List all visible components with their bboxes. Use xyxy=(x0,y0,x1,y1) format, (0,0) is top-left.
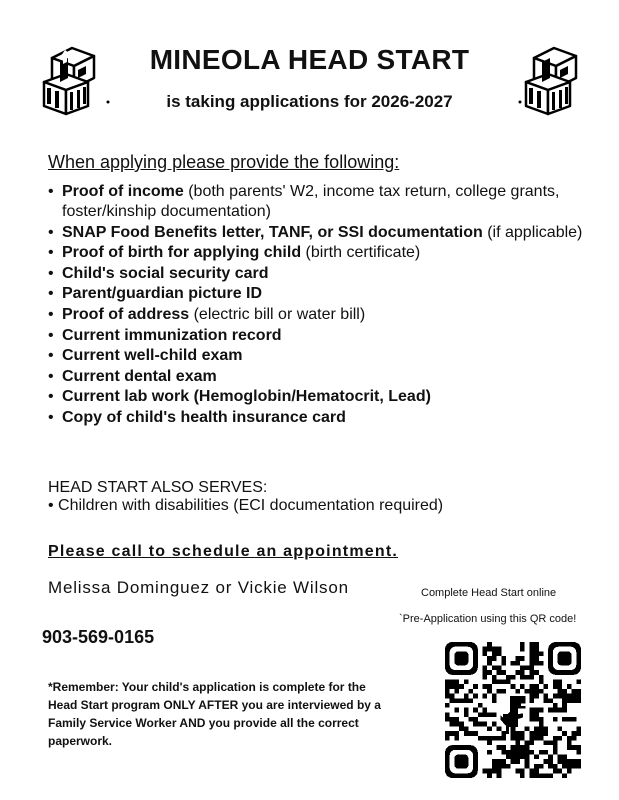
list-item-label: Current immunization record xyxy=(62,326,282,344)
list-item-label: Proof of income xyxy=(62,183,184,200)
also-serves-heading: HEAD START ALSO SERVES: xyxy=(48,479,268,496)
also-serves-item: • Children with disabilities (ECI documentation required) xyxy=(48,497,444,514)
qr-code[interactable] xyxy=(445,642,581,778)
requirements-intro: When applying please provide the following: xyxy=(48,152,400,172)
list-item-detail: (if applicable) xyxy=(482,223,583,241)
list-item-label: Parent/guardian picture ID xyxy=(62,285,263,303)
qr-caption-line1: Complete Head Start online xyxy=(421,587,557,599)
list-item-label: Current dental exam xyxy=(62,367,217,385)
list-item xyxy=(46,367,591,387)
list-item-detail: (electric bill or water bill) xyxy=(189,305,366,323)
call-to-schedule: Please call to schedule an appointment. xyxy=(48,543,398,560)
list-item-label: Proof of address xyxy=(62,305,190,323)
list-item xyxy=(46,387,591,407)
page-subtitle: is taking applications for 2026-2027 xyxy=(166,92,453,111)
contact-names: Melissa Dominguez or Vickie Wilson xyxy=(48,578,349,597)
list-item xyxy=(46,305,591,325)
list-item-label: Child's social security card xyxy=(62,264,269,282)
list-item xyxy=(46,264,591,284)
requirements-list xyxy=(46,182,591,429)
list-item xyxy=(46,346,591,366)
list-item xyxy=(46,223,591,243)
remember-note: *Remember: Your child's application is complete for the Head Start program ONLY AFTER you are interviewed by a Family Service Worker AND you provide all the correct paperwork. xyxy=(48,680,381,748)
list-item-label: Copy of child's health insurance card xyxy=(62,408,346,426)
qr-caption-line2: `Pre-Application using this QR code! xyxy=(399,613,577,625)
list-item-label: Current well-child exam xyxy=(62,347,243,365)
list-item xyxy=(46,243,591,263)
list-item-label: Current lab work (Hemoglobin/Hematocrit, Lead) xyxy=(62,388,431,406)
phone-number[interactable]: 903-569-0165 xyxy=(42,627,155,647)
page-title: MINEOLA HEAD START xyxy=(149,44,470,75)
list-item-detail: (both parents' W2, income tax return, college grants, foster/kinship documentation) xyxy=(62,183,560,220)
list-item-label: Proof of birth for applying child xyxy=(62,244,302,262)
list-item xyxy=(46,182,591,222)
list-item-label: SNAP Food Benefits letter, TANF, or SSI documentation xyxy=(62,223,483,241)
list-item xyxy=(46,284,591,304)
list-item xyxy=(46,326,591,346)
list-item xyxy=(46,408,591,428)
list-item-detail: (birth certificate) xyxy=(301,244,421,262)
